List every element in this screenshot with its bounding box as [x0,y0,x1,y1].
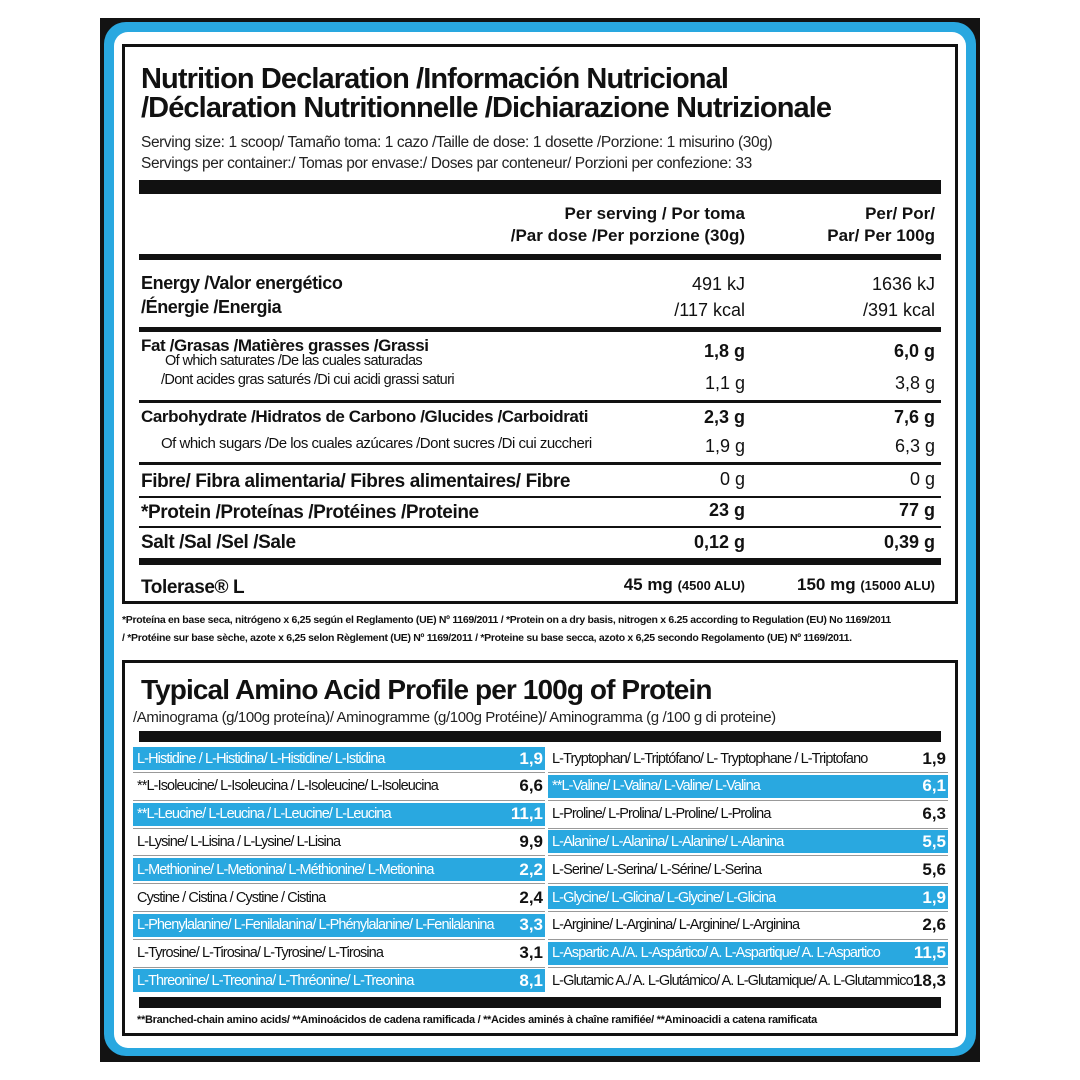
saturates-per-serving: 1,1 g [704,373,745,393]
amino-row-separator [133,828,545,829]
amino-row-right [548,969,948,992]
amino-row-separator [548,939,948,940]
amino-row-left [133,747,545,770]
saturates-label-line1: Of which saturates /De las cuales saturadas [165,353,423,369]
amino-row-right [548,886,948,909]
amino-row-separator [548,800,948,801]
sugars-per-100g: 6,3 g [894,436,935,456]
amino-row-left [133,858,545,881]
energy-divider [139,327,941,332]
amino-row-separator [133,855,545,856]
header-divider [139,254,941,260]
serving-size: Serving size: 1 scoop/ Tamaño toma: 1 cazo /Taille de dose: 1 dosette /Porzione: 1 misurino (30g) [141,134,773,151]
amino-acid-value: 2,4 [519,887,543,907]
amino-row-left [133,942,545,965]
carbohydrate-per-serving: 2,3 g [703,407,745,427]
tolerase-per-100g: 150 mg (15000 ALU) [797,575,935,594]
amino-acid-value: 6,3 [922,804,946,824]
amino-row-left [133,969,545,992]
amino-acid-name: L-Tryptophan/ L-Triptófano/ L- Tryptophane / L-Triptofano [552,750,868,767]
amino-acid-name: **L-Isoleucine/ L-Isoleucina / L-Isoleucine/ L-Isoleucina [137,778,438,795]
salt-label: Salt /Sal /Sel /Sale [141,532,296,553]
amino-acid-value: 6,6 [519,776,543,796]
amino-row-right [548,858,948,881]
amino-acid-name: L-Tyrosine/ L-Tirosina/ L-Tyrosine/ L-Tirosina [137,945,384,962]
amino-acid-value: 5,6 [922,859,946,879]
amino-row-right [548,830,948,853]
amino-acid-panel [122,660,958,1036]
nutrition-declaration-panel [122,44,958,604]
fibre-per-100g: 0 g [909,469,935,489]
salt-per-serving: 0,12 g [693,532,745,552]
amino-acid-name: L-Threonine/ L-Treonina/ L-Thréonine/ L-Treonina [137,972,414,989]
energy-label: Energy /Valor energético /Énergie /Energia [141,273,343,317]
nutrition-title-line1: Nutrition Declaration /Información Nutricional [141,63,728,95]
amino-row-separator [133,939,545,940]
tolerase-label: Tolerase® L [141,577,245,598]
protein-per-serving: 23 g [708,500,745,520]
amino-title: Typical Amino Acid Profile per 100g of Protein [141,674,712,705]
amino-row-separator [548,772,948,773]
salt-divider [139,558,941,565]
amino-acid-value: 9,9 [519,831,543,851]
amino-acid-name: L-Glycine/ L-Glicina/ L-Glycine/ L-Glicina [552,889,776,906]
protein-label: *Protein /Proteínas /Protéines /Proteine [141,502,479,523]
amino-row-right [548,803,948,826]
protein-per-100g: 77 g [898,500,935,520]
amino-acid-value: 5,5 [922,831,946,851]
amino-row-separator [133,772,545,773]
amino-row-separator [133,911,545,912]
amino-row-right [548,747,948,770]
amino-row-left [133,914,545,937]
fat-divider [139,400,941,403]
fat-per-serving: 1,8 g [703,341,745,361]
amino-acid-name: **L-Leucine/ L-Leucina / L-Leucine/ L-Leucina [137,806,391,823]
fat-label: Fat /Grasas /Matières grasses /Grassi [141,336,429,355]
amino-acid-name: **L-Valine/ L-Valina/ L-Valine/ L-Valina [552,778,760,795]
amino-row-separator [548,883,948,884]
amino-acid-name: L-Histidine / L-Histidina/ L-Histidine/ L-Istidina [137,750,385,767]
sugars-label: Of which sugars /De los cuales azúcares /Dont sucres /Di cui zuccheri [161,435,592,452]
servings-per-container: Servings per container:/ Tomas por envase:/ Doses par conteneur/ Porzioni per confezione: 33 [141,155,752,172]
amino-row-separator [133,967,545,968]
amino-acid-name: L-Arginine/ L-Arginina/ L-Arginine/ L-Arginina [552,917,800,934]
amino-acid-name: L-Alanine/ L-Alanina/ L-Alanine/ L-Alanina [552,833,784,850]
amino-acid-name: L-Proline/ L-Prolina/ L-Proline/ L-Prolina [552,806,771,823]
amino-acid-value: 1,9 [519,748,543,768]
amino-row-separator [548,855,948,856]
amino-row-left [133,775,545,798]
col-header-per-serving: Per serving / Por toma /Par dose /Per porzione (30g) [510,204,745,245]
amino-acid-value: 18,3 [912,970,946,990]
amino-row-left [133,830,545,853]
carbohydrate-label: Carbohydrate /Hidratos de Carbono /Glucides /Carboidrati [141,407,589,426]
amino-row-separator [548,911,948,912]
energy-per-100g: 1636 kJ /391 kcal [862,274,935,320]
carbohydrate-divider [139,462,941,465]
amino-acid-value: 1,9 [922,748,946,768]
amino-acid-name: Cystine / Cistina / Cystine / Cistina [137,889,326,906]
amino-acid-value: 2,2 [519,859,543,879]
amino-row-right [548,775,948,798]
amino-row-right [548,914,948,937]
col-header-per-100g: Per/ Por/ Par/ Per 100g [827,204,935,245]
carbohydrate-per-100g: 7,6 g [893,407,935,427]
sugars-per-serving: 1,9 g [704,436,745,456]
amino-acid-name: L-Serine/ L-Serina/ L-Sérine/ L-Serina [552,861,762,878]
amino-acid-name: L-Methionine/ L-Metionina/ L-Méthionine/ L-Metionina [137,861,434,878]
salt-per-100g: 0,39 g [883,532,935,552]
bcaa-footnote: **Branched-chain amino acids/ **Aminoácidos de cadena ramificada / **Acides aminés à chaîne ramifiée/ **Aminoacidi a catena ramificata [137,1014,817,1026]
energy-per-serving: 491 kJ /117 kcal [674,274,745,320]
nutrition-title-line2: /Déclaration Nutritionnelle /Dichiarazione Nutrizionale [141,92,832,124]
fibre-label: Fibre/ Fibra alimentaria/ Fibres alimentaires/ Fibre [141,471,571,492]
saturates-label-line2: /Dont acides gras saturés /Di cui acidi grassi saturi [161,372,454,388]
amino-subtitle: /Aminograma (g/100g proteína)/ Aminogramme (g/100g Protéine)/ Aminogramma (g /100 g di proteine) [133,709,776,726]
amino-acid-value: 8,1 [519,970,543,990]
amino-acid-value: 1,9 [922,887,946,907]
amino-row-separator [133,883,545,884]
amino-acid-value: 11,5 [913,943,946,963]
saturates-per-100g: 3,8 g [894,373,935,393]
amino-row-separator [548,967,948,968]
amino-acid-value: 3,3 [519,915,543,935]
amino-row-separator [548,828,948,829]
amino-acid-value: 6,1 [922,776,946,796]
fibre-per-serving: 0 g [719,469,745,489]
protein-footnote-line2: / *Protéine sur base sèche, azote x 6,25 selon Règlement (UE) Nº 1169/2011 / *Proteine su base secca, azoto x 6,25 secondo Regolamento (UE) Nº 1169/2011. [122,632,852,644]
amino-acid-value: 2,6 [922,915,946,935]
amino-bottom-bar [139,997,941,1008]
amino-acid-name: L-Lysine/ L-Lisina / L-Lysine/ L-Lisina [137,833,341,850]
amino-acid-value: 3,1 [519,943,543,963]
amino-row-separator [133,800,545,801]
amino-row-right [548,942,948,965]
fat-per-100g: 6,0 g [893,341,935,361]
amino-acid-name: L-Aspartic A./A. L-Aspártico/ A. L-Aspartique/ A. L-Aspartico [552,945,880,962]
protein-divider [139,526,941,528]
fibre-divider [139,496,941,498]
protein-footnote-line1: *Proteína en base seca, nitrógeno x 6,25 según el Reglamento (UE) Nº 1169/2011 / *Protein on a dry basis, nitrogen x 6.25 according to Regulation (EU) No 1169/2011 [122,614,891,626]
amino-row-left [133,886,545,909]
amino-acid-value: 11,1 [510,804,543,824]
amino-acid-name: L-Glutamic A./ A. L-Glutámico/ A. L-Glutamique/ A. L-Glutammico [552,972,913,989]
amino-row-left [133,803,545,826]
thick-divider [139,180,941,194]
amino-top-bar [139,731,941,742]
tolerase-per-serving: 45 mg (4500 ALU) [623,575,745,594]
amino-acid-name: L-Phenylalanine/ L-Fenilalanina/ L-Phénylalanine/ L-Fenilalanina [137,917,494,934]
